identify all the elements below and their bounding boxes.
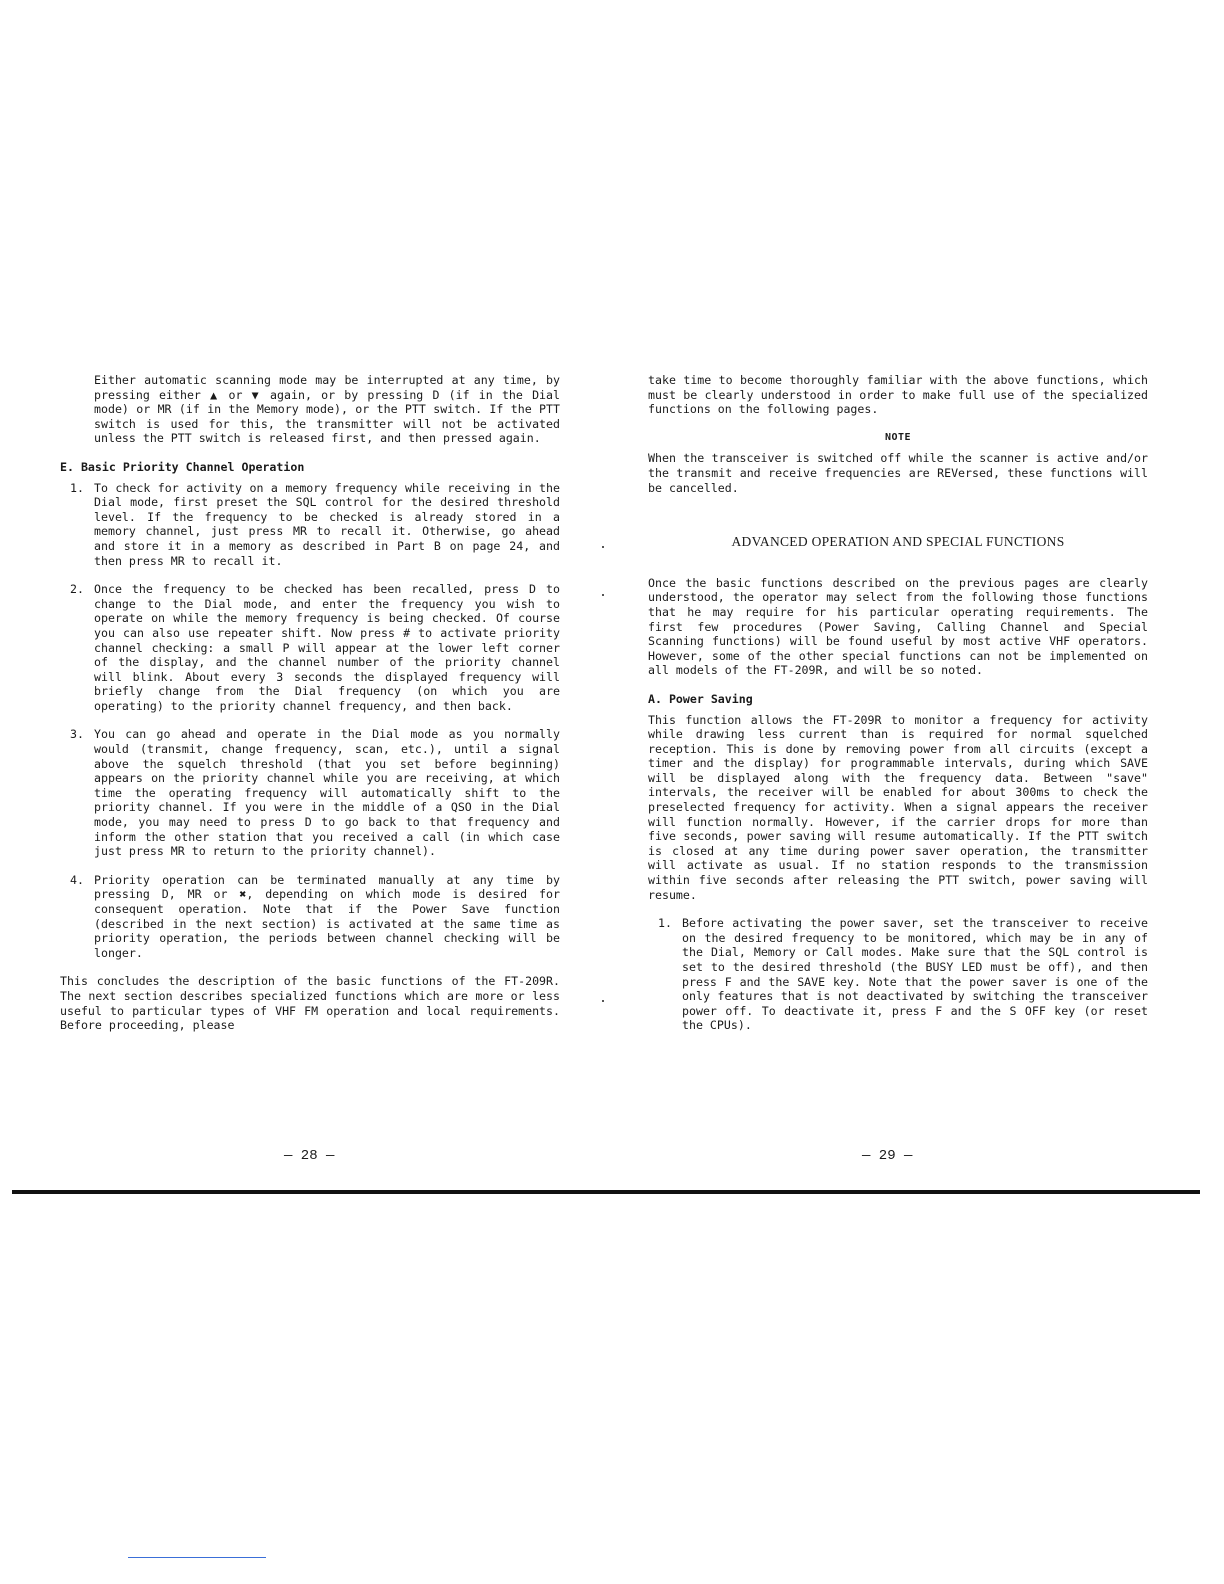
note-title: NOTE [884,431,912,443]
list-number: 4. [70,872,84,887]
right-page [648,373,1148,1047]
list-number: 1. [658,916,672,931]
subheading-power-saving: A. Power Saving [648,691,753,706]
scan-speck [602,546,604,548]
list-text: To check for activity on a memory frequency while receiving in the Dial mode, first preset the SQL control for the desired threshold level. If the frequency to be checked is already stored in a memory channel, just press MR to recall it. Otherwise, go ahead and store it in a memory as described in Part B on page 24, and then press MR to recall it. [94,480,560,568]
priority-steps-list [60,481,560,961]
power-saving-paragraph: This function allows the FT-209R to monitor a frequency for activity while drawing less current than is required for normal squelched reception. This is done by removing power from all circuits (except a timer and the display) for programmable intervals, during which SAVE will be displayed along with the frequency data. Between "save" intervals, the receiver will be enabled for about 300ms to check the preselected frequency for activity. When a signal appears the receiver will function normally. However, if the carrier drops for more than five seconds, power saving will resume automatically. If the PTT switch is closed at any time during power saver operation, the transmitter will activate as usual. If no station responds to the transmission within five seconds after releasing the PTT switch, power saving will resume. [648,712,1148,902]
power-saving-steps-list [648,916,1148,1033]
section-heading-priority: E. Basic Priority Channel Operation [60,459,305,474]
list-text: Priority operation can be terminated manually at any time by pressing D, MR or ✖, depending on which mode is desired for consequent operation. Note that if the Power Save function (described in the next section) is activated at the same time as priority operation, the periods between channel checking will be longer. [94,872,560,960]
scan-speck [602,1000,604,1002]
left-intro-paragraph: Either automatic scanning mode may be interrupted at any time, by pressing either ▲ or ▼ again, or by pressing D (if in the Dial mode) or MR (if in the Memory mode), or the PTT switch. If the PTT switch is used for this, the transmitter will not be activated unless the PTT switch is released first, and then pressed again. [94,373,560,446]
scan-speck [602,594,604,596]
section-title-advanced: ADVANCED OPERATION AND SPECIAL FUNCTIONS [731,534,1065,550]
page-number-right: — 29 — [862,1148,913,1164]
list-item [60,582,560,713]
bottom-rule [12,1190,1200,1194]
list-item [60,481,560,569]
list-number: 1. [70,480,84,495]
advanced-intro-paragraph: Once the basic functions described on the previous pages are clearly understood, the operator may select from the following those functions that he may require for his particular operating requirements. The first few procedures (Power Saving, Calling Channel and Special Scanning functions) will be found useful by most active VHF operators. However, some of the other special functions can not be implemented on all models of the FT-209R, and will be so noted. [648,575,1148,678]
list-item [648,916,1148,1033]
left-page [60,373,560,1033]
right-continuation-paragraph: take time to become thoroughly familiar with the above functions, which must be clearly understood in order to make full use of the specialized functions on the following pages. [648,373,1148,417]
note-text: When the transceiver is switched off while the scanner is active and/or the transmit and receive frequencies are REVersed, these functions will be cancelled. [648,451,1148,495]
list-text: Once the frequency to be checked has been recalled, press D to change to the Dial mode, and enter the frequency you wish to operate on while the memory frequency is being checked. Of course you can also use repeater shift. Now press # to activate priority channel checking: a small P will appear at the lower left corner of the display, and the channel number of the priority channel will blink. About every 3 seconds the displayed frequency will briefly change from the Dial frequency (on which you are operating) to the priority channel frequency, and then back. [94,582,560,713]
left-conclusion-paragraph: This concludes the description of the basic functions of the FT-209R. The next section describes specialized functions which are more or less useful to particular types of VHF FM operation and local requirements. Before proceeding, please [60,974,560,1033]
list-item [60,727,560,858]
list-number: 2. [70,582,84,597]
list-number: 3. [70,727,84,742]
list-text: Before activating the power saver, set the transceiver to receive on the desired frequency to be monitored, which may be in any of the Dial, Memory or Call modes. Make sure that the SQL control is set to the desired threshold (the BUSY LED must be off), and then press F and the SAVE key. Note that the power saver is one of the only features that is not deactivated by switching the transceiver power off. To deactivate it, press F and the S OFF key (or reset the CPUs). [682,916,1148,1033]
page-number-left: — 28 — [284,1148,335,1164]
list-item [60,873,560,961]
list-text: You can go ahead and operate in the Dial mode as you normally would (transmit, change frequency, scan, etc.), until a signal above the squelch threshold (that you set before beginning) appears on the priority channel while you are receiving, at which time the operating frequency will automatically shift to the priority channel. If you were in the middle of a QSO in the Dial mode, you may need to press D to go back to that frequency and inform the other station that you received a call (in which case just press MR to return to the priority channel). [94,727,560,859]
link-underline [128,1557,266,1558]
